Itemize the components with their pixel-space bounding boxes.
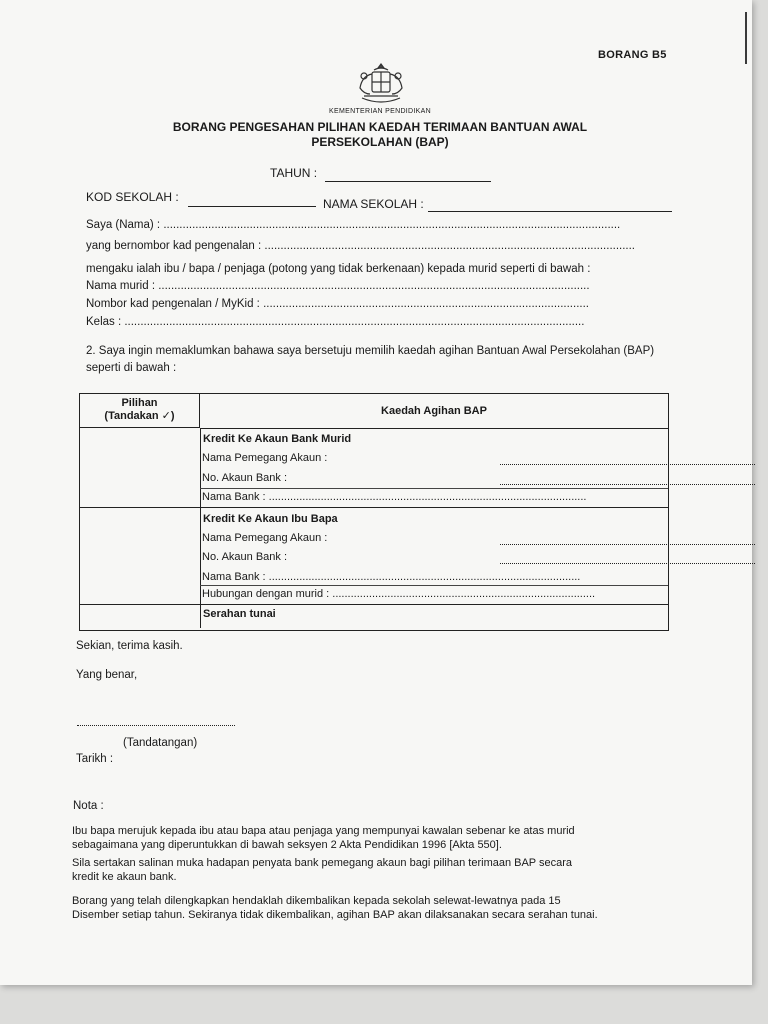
tahun-label: TAHUN : — [270, 166, 318, 180]
page-edge-line — [745, 12, 747, 64]
note-3-line2: Disember setiap tahun. Sekiranya tidak dikembalikan, agihan BAP akan dilaksanakan secara serahan tunai. — [72, 909, 598, 921]
choice-column-header — [80, 394, 200, 428]
option1-account-label: No. Akaun Bank : — [202, 472, 287, 484]
saya-nama-field[interactable]: Saya (Nama) : ............................................................................................................................................... — [86, 219, 621, 231]
note-1 — [72, 824, 682, 852]
nama-murid-field[interactable]: Nama murid : ....................................................................................................................................... — [86, 280, 590, 292]
nama-sekolah-field[interactable] — [428, 211, 672, 212]
option2-account-label: No. Akaun Bank : — [202, 551, 287, 563]
mengaku-statement: mengaku ialah ibu / bapa / penjaga (potong yang tidak berkenaan) kepada murid seperti di bawah : — [86, 263, 591, 275]
note-2-line2: kredit ke akaun bank. — [72, 871, 177, 883]
note-1-line2: sebagaimana yang diperuntukkan di bawah seksyen 2 Akta Pendidikan 1996 [Akta 550]. — [72, 839, 502, 851]
choice-header-sub: (Tandakan ✓) — [104, 410, 175, 422]
option2-cell — [200, 507, 668, 605]
option1-title: Kredit Ke Akaun Bank Murid — [203, 433, 352, 445]
option3-title: Serahan tunai — [203, 608, 276, 620]
note-3-line1: Borang yang telah dilengkapkan hendaklah dikembalikan kepada sekolah selewat-lewatnya pada 15 — [72, 895, 561, 907]
yours-truly-text: Yang benar, — [76, 669, 138, 681]
form-title-line2: PERSEKOLAHAN (BAP) — [311, 135, 449, 149]
option2-relation-field[interactable]: Hubungan dengan murid : ...................................................................................... — [202, 588, 596, 600]
option1-holder-label: Nama Pemegang Akaun : — [202, 452, 328, 464]
signature-field[interactable] — [77, 717, 235, 726]
option3-checkbox[interactable] — [80, 604, 201, 628]
nama-sekolah-label: NAMA SEKOLAH : — [323, 197, 424, 211]
option1-holder-field[interactable] — [500, 456, 755, 465]
kod-sekolah-field[interactable] — [188, 206, 316, 207]
coat-of-arms-icon — [350, 60, 412, 108]
note-3 — [72, 894, 682, 922]
statement-paragraph: 2. Saya ingin memaklumkan bahawa saya bersetuju memilih kaedah agihan Bantuan Awal Persekolahan (BAP) seperti di bawah : — [86, 345, 655, 374]
option1-rule — [200, 488, 668, 489]
option1-checkbox[interactable] — [80, 428, 201, 508]
note-2 — [72, 856, 682, 884]
thanks-text: Sekian, terima kasih. — [76, 640, 183, 652]
tahun-field[interactable] — [325, 181, 491, 182]
kelas-field[interactable]: Kelas : ................................................................................................................................................ — [86, 316, 585, 328]
bap-method-table — [79, 393, 669, 631]
option2-account-field[interactable] — [500, 555, 755, 564]
form-code: BORANG B5 — [598, 49, 667, 61]
option2-checkbox[interactable] — [80, 507, 201, 605]
option2-holder-field[interactable] — [500, 536, 755, 545]
option1-account-field[interactable] — [500, 476, 755, 485]
kod-sekolah-label: KOD SEKOLAH : — [86, 190, 179, 204]
notes-heading: Nota : — [73, 800, 104, 812]
option2-holder-label: Nama Pemegang Akaun : — [202, 532, 328, 544]
choice-header-label: Pilihan — [121, 397, 158, 409]
option3-cell — [200, 604, 668, 628]
form-title-line1: BORANG PENGESAHAN PILIHAN KAEDAH TERIMAAN BANTUAN AWAL — [172, 120, 588, 134]
option2-bank-field[interactable]: Nama Bank : ...................................................................................................... — [202, 571, 581, 583]
option1-cell — [200, 428, 668, 508]
mykid-field[interactable]: Nombor kad pengenalan / MyKid : ...................................................................................................... — [86, 298, 589, 310]
date-field[interactable]: Tarikh : — [76, 753, 114, 765]
note-1-line1: Ibu bapa merujuk kepada ibu atau bapa atau penjaga yang mempunyai kawalan sebenar ke atas murid — [72, 825, 575, 837]
kad-pengenalan-field[interactable]: yang bernombor kad pengenalan : .................................................................................................................... — [86, 240, 636, 252]
form-title — [160, 120, 600, 150]
signature-label: (Tandatangan) — [123, 737, 198, 749]
option2-title: Kredit Ke Akaun Ibu Bapa — [203, 513, 338, 525]
option2-rule — [200, 585, 668, 586]
note-2-line1: Sila sertakan salinan muka hadapan penyata bank pemegang akaun bagi pilihan terimaan BAP secara — [72, 857, 573, 869]
method-column-header: Kaedah Agihan BAP — [200, 394, 668, 429]
ministry-label: KEMENTERIAN PENDIDIKAN — [329, 108, 431, 115]
option1-bank-field[interactable]: Nama Bank : ........................................................................................................ — [202, 491, 587, 503]
